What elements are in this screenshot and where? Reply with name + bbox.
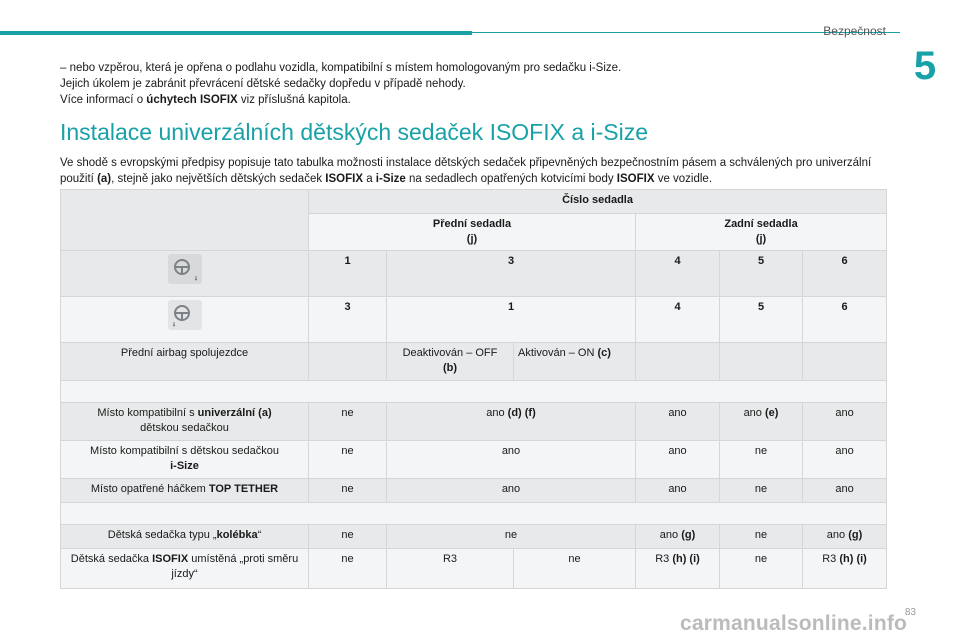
spacer-row (61, 381, 887, 403)
table-cell: ne (309, 549, 387, 589)
table-cell: ano (636, 479, 720, 503)
table-cell: R3 (387, 549, 514, 589)
table-row (61, 441, 887, 479)
table-row (61, 403, 887, 441)
table-cell: R3 (h) (i) (636, 549, 720, 589)
table-cell: ano (e) (720, 403, 803, 441)
chapter-number: 5 (913, 44, 937, 88)
table-cell: ano (387, 479, 636, 503)
empty-cell (803, 343, 887, 381)
row-label: Místo kompatibilní s dětskou sedačkou i-Size (61, 441, 309, 479)
table-row (61, 479, 887, 503)
table-description: Ve shodě s evropskými předpisy popisuje tato tabulka možnosti instalace dětských sedaček připevněných bezpečnostním pásem a schválených pro univerzální použití (a), stejně jako největších dětských sedaček ISOFIX a i-Size na sedadlech opatřených kotvicími body ISOFIX ve vozidle. (60, 157, 872, 185)
rhd-icon-cell (61, 297, 309, 343)
seat-number-cell: 6 (803, 251, 887, 297)
intro-text (60, 60, 880, 108)
front-seats-header: Přední sedadla (j) (309, 214, 636, 251)
row-label: Dětská sedačka typu „kolébka“ (61, 525, 309, 549)
table-cell: ne (387, 525, 636, 549)
intro-line-2: Jejich úkolem je zabránit převrácení dětské sedačky dopředu v případě nehody. (60, 78, 466, 90)
seat-number-cell: 4 (636, 251, 720, 297)
header-blank-cell (61, 190, 309, 251)
steering-wheel-icon (168, 300, 202, 330)
page-number: 83 (904, 607, 916, 618)
table-cell: ano (387, 441, 636, 479)
table-cell: ne (309, 441, 387, 479)
table-cell: ano (803, 403, 887, 441)
empty-cell (636, 343, 720, 381)
seat-number-cell: 3 (309, 297, 387, 343)
lhd-icon-cell (61, 251, 309, 297)
empty-cell (309, 343, 387, 381)
airbag-label: Přední airbag spolujezdce (61, 343, 309, 381)
row-label: Místo kompatibilní s univerzální (a) dětskou sedačkou (61, 403, 309, 441)
table-cell: ne (720, 549, 803, 589)
table-cell: ne (720, 479, 803, 503)
table-cell: ne (309, 525, 387, 549)
table-cell: ne (720, 525, 803, 549)
seat-number-cell: 5 (720, 297, 803, 343)
table-cell: ano (g) (803, 525, 887, 549)
table-cell: ne (514, 549, 636, 589)
table-row (61, 549, 887, 589)
table-cell: ano (636, 403, 720, 441)
row-label: Dětská sedačka ISOFIX umístěná „proti směru jízdy“ (61, 549, 309, 589)
table-row (61, 525, 887, 549)
table-cell: ne (309, 479, 387, 503)
seat-number-cell: 3 (387, 251, 636, 297)
steering-wheel-icon (168, 254, 202, 284)
header-accent-bar (0, 31, 472, 35)
table-header-row (61, 190, 887, 214)
seat-number-cell: 5 (720, 251, 803, 297)
seat-number-cell: 1 (309, 251, 387, 297)
row-label: Místo opatřené háčkem TOP TETHER (61, 479, 309, 503)
table-cell: ano (803, 441, 887, 479)
seat-number-cell: 6 (803, 297, 887, 343)
table-cell: R3 (h) (i) (803, 549, 887, 589)
table-row (61, 251, 887, 297)
airbag-on-cell: Aktivován – ON (c) (514, 343, 636, 381)
table-cell: ne (720, 441, 803, 479)
rear-seats-header: Zadní sedadla (j) (636, 214, 887, 251)
table-cell: ano (803, 479, 887, 503)
airbag-off-cell: Deaktivován – OFF (b) (387, 343, 514, 381)
intro-line-1: – nebo vzpěrou, která je opřena o podlahu vozidla, kompatibilní s místem homologovaným pro sedačku i-Size. (60, 62, 622, 74)
spacer-row (61, 503, 887, 525)
table-cell: ano (d) (f) (387, 403, 636, 441)
child-seat-table (60, 189, 887, 589)
table-row (61, 297, 887, 343)
seat-number-cell: 1 (387, 297, 636, 343)
page-title: Instalace univerzálních dětských sedaček ISOFIX a i-Size (60, 119, 649, 145)
table-cell: ano (636, 441, 720, 479)
seat-number-header: Číslo sedadla (309, 190, 887, 214)
table-cell: ne (309, 403, 387, 441)
empty-cell (720, 343, 803, 381)
section-title: Bezpečnost (823, 24, 886, 38)
intro-line-3: Více informací o úchytech ISOFIX viz příslušná kapitola. (60, 94, 351, 106)
airbag-row (61, 343, 887, 381)
watermark: carmanualsonline.info (680, 612, 908, 635)
isofix-link-text: úchytech ISOFIX (146, 94, 238, 106)
seat-number-cell: 4 (636, 297, 720, 343)
table-cell: ano (g) (636, 525, 720, 549)
